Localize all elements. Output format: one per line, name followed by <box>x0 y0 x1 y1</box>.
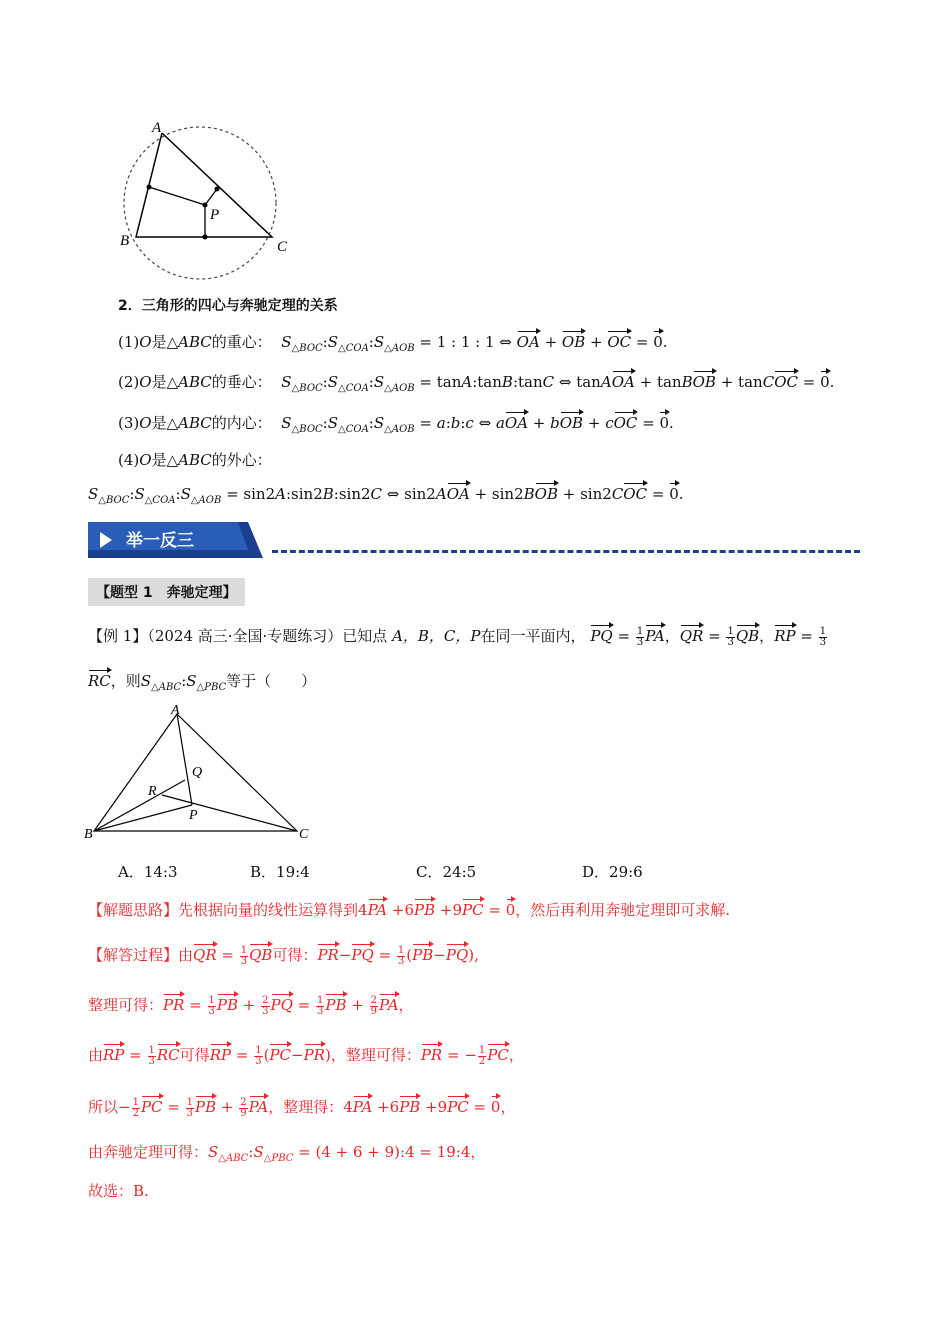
banner-divider <box>272 550 860 553</box>
fig2-label-C: C <box>299 827 309 842</box>
section-banner <box>88 522 263 558</box>
fig2-label-R: R <box>148 784 157 799</box>
option-B[interactable]: B．19:4 <box>250 863 310 881</box>
topic-label: 【题型 1 奔驰定理】 <box>88 578 245 606</box>
option-D[interactable]: D．29:6 <box>582 863 643 881</box>
fig2-label-B: B <box>84 827 93 842</box>
solution-process: 【解答过程】由QR = $\frac{1}{3}$ QB可得：PR−PQ = $\frac{1}{3}$ (PB−PQ), <box>88 944 479 967</box>
solution-line5: 由奔驰定理可得：$S_{\triangle ABC}:S_{\triangle PBC} = (4 + 6$ + 9):4 = 19:4， <box>88 1143 486 1164</box>
solution-line3: 由RP = $\frac{1}{3}$ RC可得RP = $\frac{1}{3}$ (PC−PR)，整理可得：PR = − $\frac{1}{2}$ PC， <box>88 1044 524 1067</box>
label-A: A <box>152 120 162 136</box>
solution-line4: 所以− $\frac{1}{2}$ PC = $\frac{1}{3}$ PB + $\frac{2}{9}$ PA，整理得：4PA +6PB +9PC = 0， <box>88 1096 516 1119</box>
label-P: P <box>210 207 220 223</box>
label-B: B <box>120 233 130 249</box>
orthocenter-line: (2)O是△ABC的垂心： $S_{\triangle BOC}:S_{\triangle COA}:S_{\triangle AOB}$ = tanA:tanB:tanC ⇔ tanAOA + tanBOB + tanCOC = 0. <box>118 373 835 394</box>
banner-label: 举一反三 <box>126 531 194 551</box>
option-C[interactable]: C．24:5 <box>416 863 477 881</box>
incenter-line: (3)O是△ABC的内心： $S_{\triangle BOC}:S_{\triangle COA}:S_{\triangle AOB}$ = a:b:c ⇔ aOA + bOB + cOC = 0. <box>118 414 674 435</box>
circumcenter-line: (4)O是△ABC的外心： <box>118 451 272 469</box>
section-2-title: 2．三角形的四心与奔驰定理的关系 <box>118 298 338 314</box>
example-1-line2: RC，则$S_{\triangle ABC}:S_{\triangle PBC}$等于（ ） <box>88 672 317 693</box>
fig2-label-Q: Q <box>192 765 203 780</box>
triangle-figure <box>82 702 317 844</box>
circumcenter-formula: $S_{\triangle BOC}:S_{\triangle COA}:S_{\triangle AOB}$ = sin2A:sin2B:sin2C ⇔ sin2AOA + sin2BOB + sin2COC = 0. <box>88 485 684 506</box>
fig2-label-P: P <box>189 808 198 823</box>
label-C: C <box>277 239 288 255</box>
option-A[interactable]: A．14:3 <box>118 863 178 881</box>
centroid-line: (1)O是△ABC的重心： $S_{\triangle BOC}:S_{\triangle COA}:S_{\triangle AOB} = 1$ : 1 : 1 ⇔ OA + OB + OC = 0. <box>118 333 668 354</box>
fig2-label-A: A <box>171 703 180 718</box>
solution-idea: 【解题思路】先根据向量的线性运算得到4PA +6PB +9PC = 0，然后再利用奔驰定理即可求解. <box>88 901 731 919</box>
example-1-line1: 【例 1】（2024 高三·全国·专题练习）已知点 A，B，C，P在同一平面内， PQ = $\frac{1}{3}$ PA，QR = $\frac{1}{3}$ QB，RP = $\frac{1}{3}$ <box>88 625 827 648</box>
solution-answer: 故选：B. <box>88 1182 149 1200</box>
solution-line2: 整理可得：PR = $\frac{1}{3}$ PB + $\frac{2}{3}$ PQ = $\frac{1}{3}$ PB + $\frac{2}{9}$ PA， <box>88 994 414 1017</box>
circumcircle-figure <box>115 115 300 285</box>
